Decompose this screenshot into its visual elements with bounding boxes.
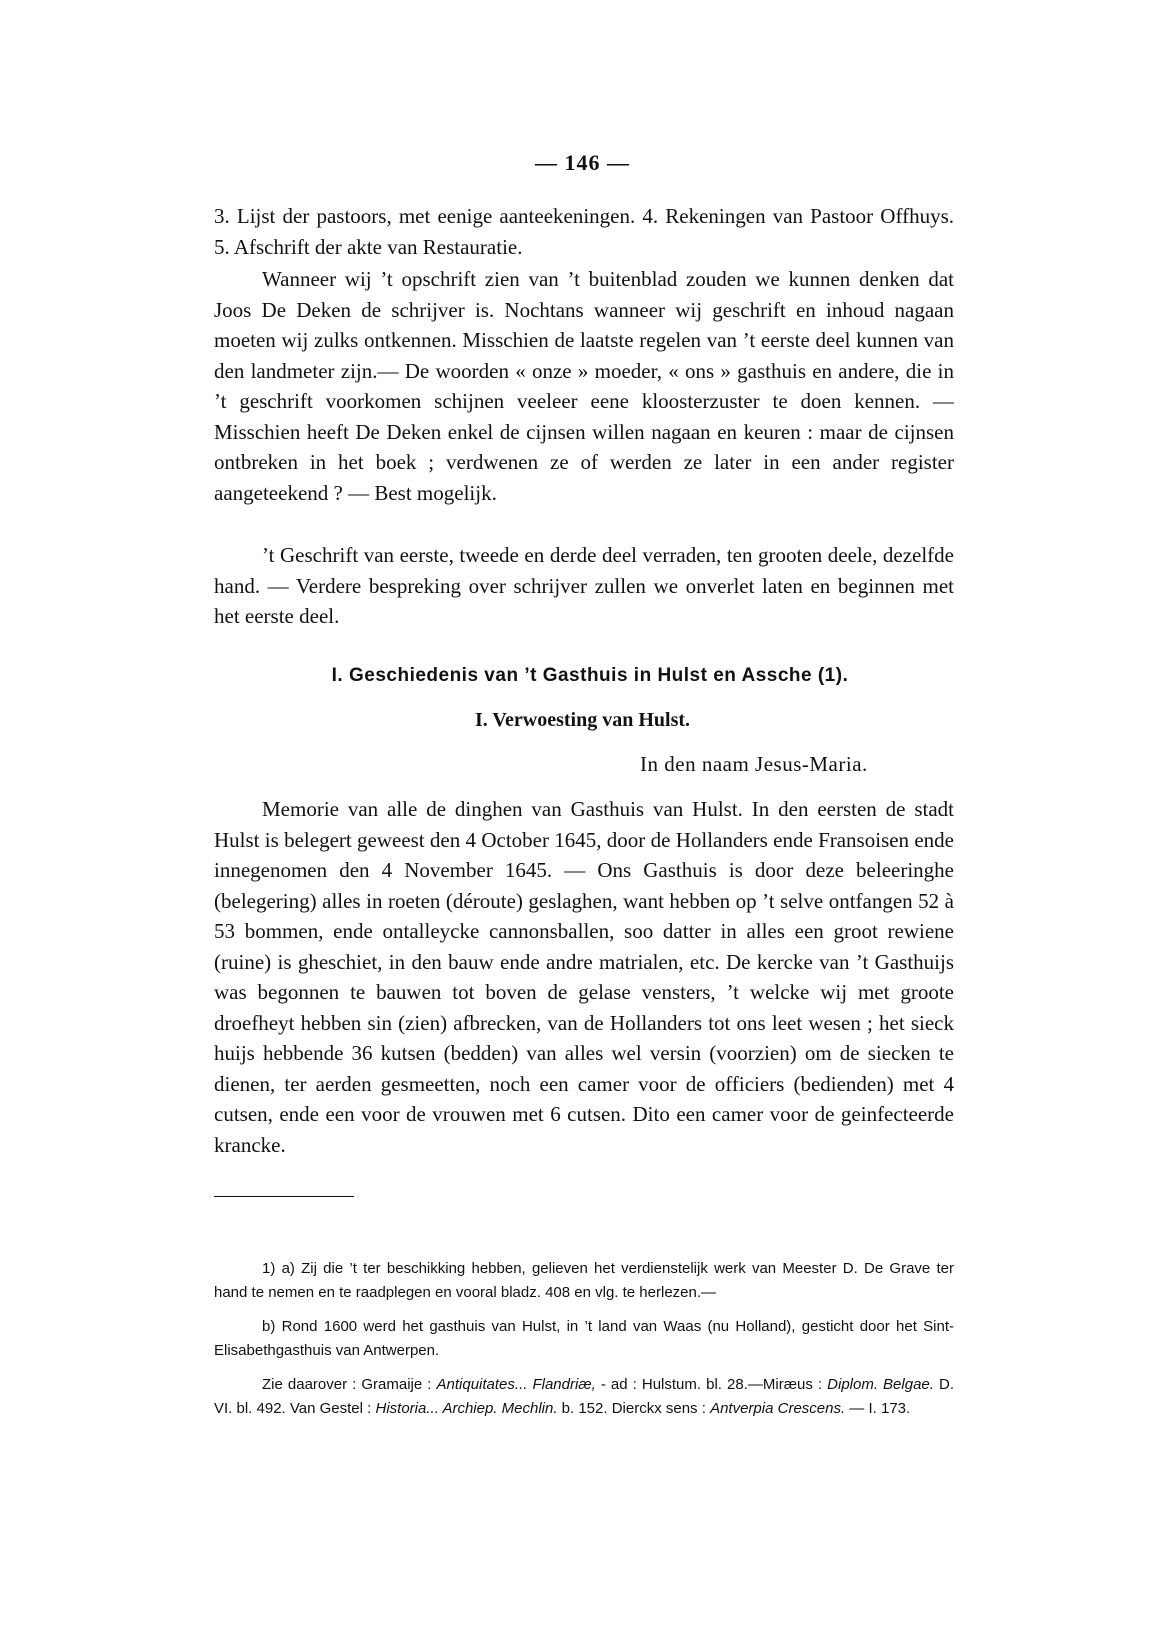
footnote-segment: b. 152. Dierckx sens : <box>557 1400 711 1417</box>
paragraph-handwriting <box>214 540 954 632</box>
page-number: — 146 — <box>535 150 630 175</box>
subsection-heading: I. Verwoesting van Hulst. <box>474 709 691 731</box>
invocation-line: In den naam Jesus-Maria. <box>640 752 868 776</box>
citation-title: Historia... Archiep. Mechlin. <box>375 1400 558 1417</box>
paragraph-text: 3. Lijst der pastoors, met eenige aanteekeningen. 4. Rekeningen van Pastoor Offhuys. 5. Afschrift der akte van Restauratie. <box>214 204 954 259</box>
footnote-segment: - ad : Hulstum. bl. 28.—Miræus : <box>595 1376 828 1393</box>
citation-title: Antiquitates... Flandriæ, <box>436 1376 596 1393</box>
footnote-a <box>214 1257 954 1305</box>
citation-title: Diplom. Belgae. <box>827 1376 934 1393</box>
footnote-text <box>214 1373 954 1421</box>
footnote-segment: Zie daarover : Gramaije : <box>262 1376 437 1393</box>
footnote-segment: D. VI. bl. 492. Van Gestel : <box>214 1376 954 1417</box>
footnote-b <box>214 1315 954 1363</box>
section-heading-text: I. Geschiedenis van ’t Gasthuis in Hulst en Assche <box>331 665 813 686</box>
footnote-separator <box>214 1196 354 1197</box>
footnote-text: b) Rond 1600 werd het gasthuis van Hulst, in ’t land van Waas (nu Holland), gesticht door het Sint-Elisabethgasthuis van Antwerpen. <box>214 1318 954 1359</box>
citation-title: Antverpia Crescens. <box>710 1400 846 1417</box>
paragraph-text: Wanneer wij ’t opschrift zien van ’t buitenblad zouden we kunnen denken dat Joos De Deken de schrijver is. Nochtans wanneer wij geschrift en inhoud nagaan moeten wij zulks ontkennen. Misschien de laatste regelen van ’t eerste deel kunnen van den landmeter zijn.— De woorden « onze » moeder, « ons » gasthuis en andere, die in ’t geschrift voorkomen schijnen veeleer eene kloosterzuster te doen kennen. — Misschien heeft De Deken enkel de cijnsen willen nagaan en keuren : maar de cijnsen ontbreken in het boek ; verdwenen ze of werden ze later in een ander register aangeteekend ? — Best mogelijk. <box>214 267 954 505</box>
footnote-reference: (1). <box>817 665 849 686</box>
footnote-segment: — I. 173. <box>845 1400 911 1417</box>
paragraph-memorie <box>214 794 954 1160</box>
paragraph-list-items <box>214 201 954 262</box>
footnote-text: 1) a) Zij die ’t ter beschikking hebben, gelieven het verdienstelijk werk van Meester D. De Grave ter hand te nemen en te raadplegen en vooral bladz. 408 en vlg. te herlezen.— <box>214 1260 954 1301</box>
section-heading <box>270 665 910 687</box>
paragraph-authorship <box>214 264 954 508</box>
footnote-sources <box>214 1373 954 1421</box>
paragraph-text: Memorie van alle de dinghen van Gasthuis van Hulst. In den eersten de stadt Hulst is belegert geweest den 4 October 1645, door de Hollanders ende Fransoisen ende innegenomen den 4 November 1645. — Ons Gasthuis is door deze beleeringhe (belegering) alles in roeten (déroute) geslaghen, want hebben op ’t selve ontfangen 52 à 53 bommen, ende ontalleycke cannonsballen, soo datter in alles een groot rewiene (ruine) is gheschiet, in den bauw ende andre matrialen, etc. De kercke van ’t Gasthuijs was begonnen te bauwen tot boven de gelase vensters, ’t welcke wij met groote droefheyt hebben sin (zien) afbrecken, van de Hollanders tot ons leet wesen ; het sieck huijs hebbende 36 kutsen (bedden) van alles wel versin (voorzien) om de siecken te dienen, ter aerden gesmeetten, noch een camer voor de officiers (bedienden) met 4 cutsen, ende een voor de vrouwen met 6 cutsen. Dito een camer voor de geinfecteerde krancke. <box>214 797 954 1157</box>
paragraph-text: ’t Geschrift van eerste, tweede en derde deel verraden, ten grooten deele, dezelfde hand. — Verdere bespreking over schrijver zullen we onverlet laten en beginnen met het eerste deel. <box>214 543 954 628</box>
